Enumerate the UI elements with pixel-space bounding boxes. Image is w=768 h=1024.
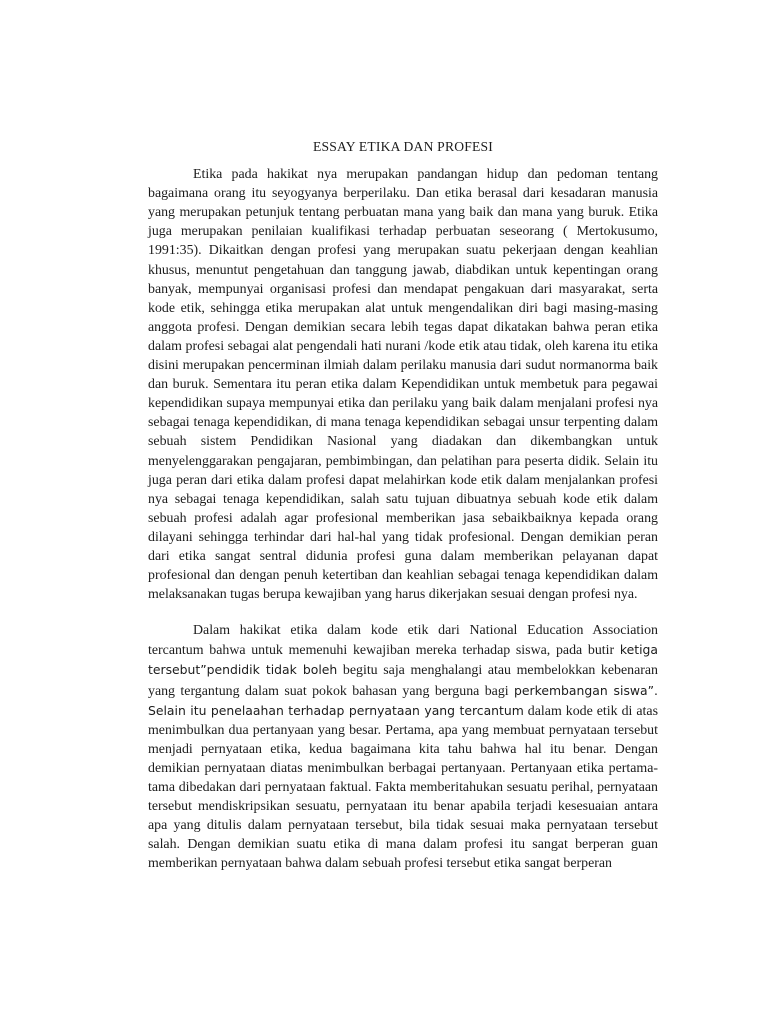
paragraph-2 [148,621,658,873]
paragraph-1: Etika pada hakikat nya merupakan pandangan hidup dan pedoman tentang bagaimana orang itu seyogyanya berperilaku. Dan etika berasal dari kesadaran manusia yang merupakan petunjuk tentang perbuatan mana yang baik dan mana yang buruk. Etika juga merupakan penilaian kualifikasi terhadap perbuatan seseorang ( Mertokusumo, 1991:35). Dikaitkan dengan profesi yang merupakan suatu pekerjaan dengan keahlian khusus, menuntut pengetahuan dan tanggung jawab, diabdikan untuk kepentingan orang banyak, mempunyai organisasi profesi dan mendapat pengakuan dari masyarakat, serta kode etik, sehingga etika merupakan alat untuk mengendalikan diri bagi masing-masing anggota profesi. Dengan demikian secara lebih tegas dapat dikatakan bahwa peran etika dalam profesi sebagai alat pengendali hati nurani /kode etik atau tidak, oleh karena itu etika disini merupakan pencerminan ilmiah dalam perilaku manusia dari sudut normanorma baik dan buruk. Sementara itu peran etika dalam Kependidikan untuk membetuk para pegawai kependidikan supaya mempunyai etika dan perilaku yang baik dalam menjalani profesi nya sebagai tenaga kependidikan, di mana tenaga kependidikan sebagai unsur terpenting dalam sebuah sistem Pendidikan Nasional yang diadakan dan dikembangkan untuk menyelenggarakan pengajaran, pembimbingan, dan pelatihan para peserta didik. Selain itu juga peran dari etika dalam profesi dapat melahirkan kode etik dalam menjalankan profesi nya sebagai tenaga kependidikan, salah satu tujuan dibuatnya sebuah kode etik dalam sebuah profesi adalah agar profesional memberikan jasa sebaikbaiknya kepada orang dilayani sehingga terhindar dari hal-hal yang tidak profesional. Dengan demikian peran dari etika sangat sentral didunia profesi guna dalam memberikan pelayanan dapat profesional dan dengan penuh ketertiban dan keahlian sebagai tenaga kependidikan dalam melaksanakan tugas berupa kewajiban yang harus dikerjakan sesuai dengan profesi nya. [148,167,658,603]
paragraph-2-part-b: ketiga tersebut”pendidik tidak boleh [148,642,658,678]
paragraph-2-part-d: perkembangan siswa”. Selain itu penelaahan terhadap pernyataan yang tercantum [148,682,658,718]
paragraph-2-part-a: Dalam hakikat etika dalam kode etik dari National Education Association tercantum bahwa untuk memenuhi kewajiban mereka terhadap siswa, pada butir [148,623,658,659]
paragraph-2-part-c: begitu saja menghalangi atau membelokkan kebenaran yang tergantung dalam suat pokok bahasan yang berguna bagi [148,663,658,699]
document-page [148,137,658,890]
paragraph-2-part-e: dalam kode etik di atas menimbulkan dua pertanyaan yang besar. Pertama, apa yang membuat pernyataan tersebut menjadi pernyataan etika, kedua bagaimana kita tahu bahwa hal itu benar. Dengan demikian pernyataan diatas menimbulkan berbagai pertanyaan. Pertanyaan etika pertama-tama dibedakan dari pernyataan faktual. Fakta memberitahukan sesuatu perihal, pernyataan tersebut mendiskripsikan sesuatu, pernyataan itu benar apabila terjadi kesesuaian antara apa yang ditulis dalam pernyataan tersebut, bila tidak sesuai maka pernyataan tersebut salah. Dengan demikian suatu etika di mana dalam profesi itu sangat berperan guan memberikan pernyataan bahwa dalam sebuah profesi tersebut etika sangat berperan [148,703,658,872]
document-title: ESSAY ETIKA DAN PROFESI [313,139,493,154]
